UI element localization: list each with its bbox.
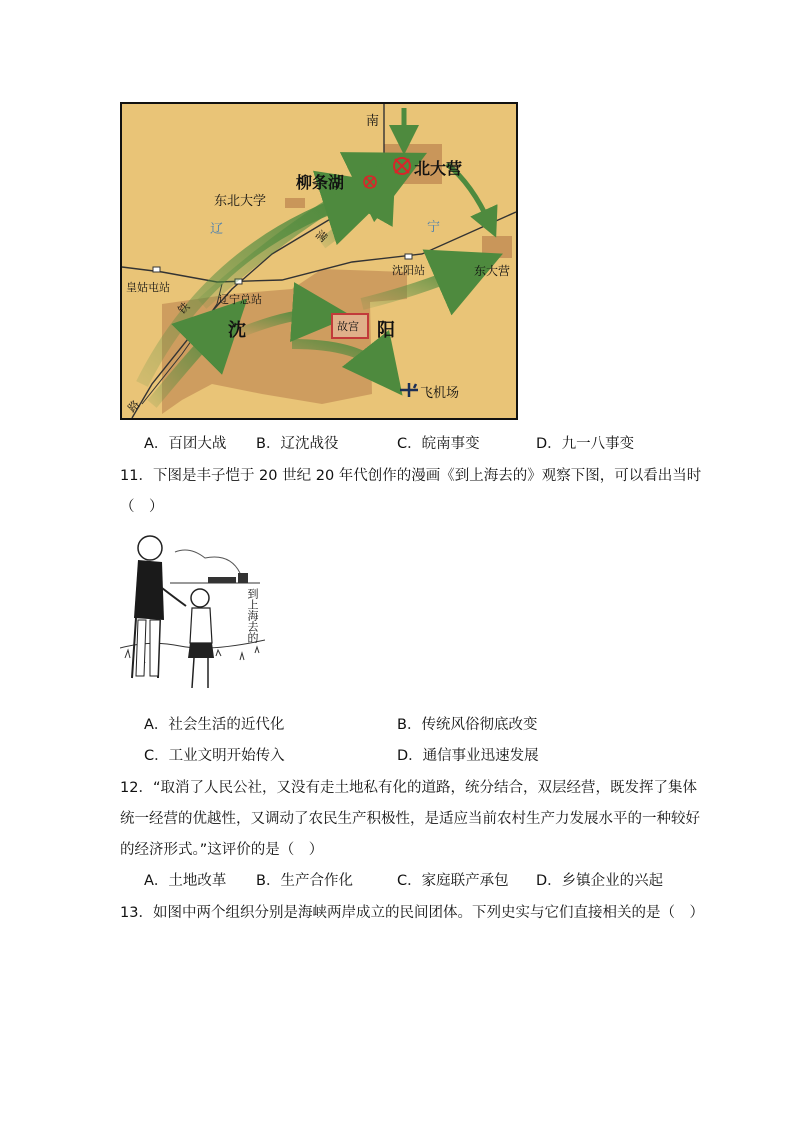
label-feijichang: 飞机场	[420, 386, 460, 401]
q10-option-a: A．百团大战	[144, 436, 227, 452]
cartoon-drawing	[120, 528, 265, 703]
q12-stem-line3: 的经济形式。”这评价的是（ ）	[120, 842, 324, 858]
label-liutiaohu: 柳条湖	[296, 173, 345, 192]
q10-option-c: C．皖南事变	[397, 436, 480, 452]
label-man: 满	[312, 227, 330, 245]
label-beidaying: 北大营	[414, 159, 463, 178]
q12-option-b: B．生产合作化	[256, 873, 353, 889]
q11-option-a: A．社会生活的近代化	[144, 717, 285, 733]
q12-option-c: C．家庭联产承包	[397, 873, 509, 889]
historical-map-shenyang	[120, 102, 518, 420]
q12-option-d: D．乡镇企业的兴起	[536, 873, 664, 889]
label-dongdaying: 东大营	[474, 264, 511, 278]
cartoon-caption: 到上海去的	[246, 588, 259, 643]
airplane-icon	[400, 383, 418, 397]
q12-option-a: A．土地改革	[144, 873, 227, 889]
q10-option-b: B．辽沈战役	[256, 436, 339, 452]
label-gugong: 故宫	[337, 320, 359, 333]
q13-stem-line1: 13．如图中两个组织分别是海峡两岸成立的民间团体。下列史实与它们直接相关的是（ ）	[120, 905, 704, 921]
q11-option-d: D．通信事业迅速发展	[397, 748, 539, 764]
label-yang: 阳	[377, 320, 395, 341]
label-shenyang-zhan: 沈阳站	[392, 264, 425, 277]
label-liaoning-zongzhan: 辽宁总站	[218, 293, 262, 306]
q12-stem-line2: 统一经营的优越性，又调动了农民生产积极性，是适应当前农村生产力发展水平的一种较好	[120, 811, 700, 827]
label-lu: 路	[125, 397, 143, 415]
q12-stem-line1: 12．“取消了人民公社，又没有走土地私有化的道路，统分结合，双层经营，既发挥了集体	[120, 780, 697, 796]
dongbei-daxue-block	[285, 198, 305, 208]
q11-stem-line2: （ ）	[120, 499, 164, 515]
q11-option-c: C．工业文明开始传入	[144, 748, 285, 764]
label-tie: 铁	[175, 299, 193, 317]
q10-option-d: D．九一八事变	[536, 436, 635, 452]
label-huanggutun-zhan: 皇姑屯站	[126, 281, 170, 294]
map-graphics	[122, 104, 516, 418]
q11-option-b: B．传统风俗彻底改变	[397, 717, 538, 733]
label-ning: 宁	[427, 220, 441, 235]
label-dongbei-daxue: 东北大学	[214, 194, 267, 209]
label-liao: 辽	[210, 222, 224, 237]
dongdaying-block	[482, 236, 512, 258]
q11-stem-line1: 11．下图是丰子恺于 20 世纪 20 年代创作的漫画《到上海去的》观察下图，可以看出当时	[120, 468, 702, 484]
label-shen: 沈	[228, 320, 246, 341]
cartoon-image	[120, 528, 265, 703]
label-nan: 南	[366, 114, 380, 129]
